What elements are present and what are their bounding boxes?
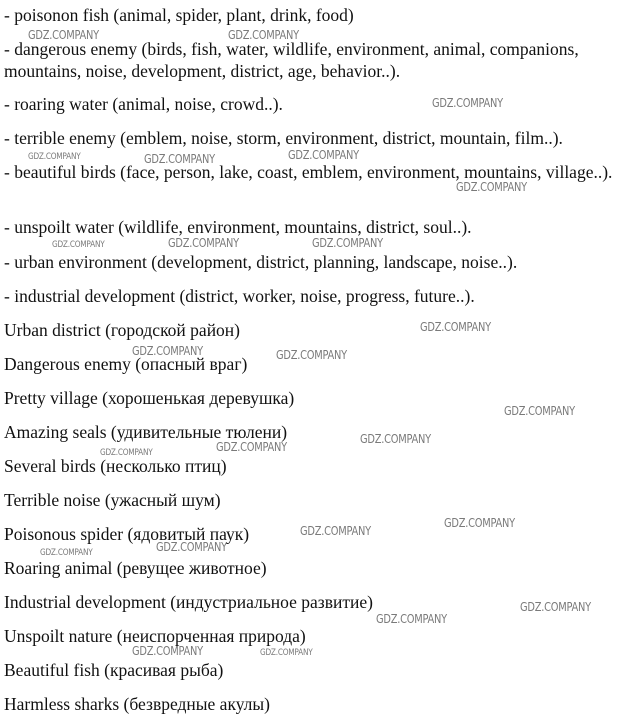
watermark: GDZ.COMPANY bbox=[376, 612, 447, 626]
watermark: GDZ.COMPANY bbox=[216, 440, 287, 454]
watermark: GDZ.COMPANY bbox=[312, 236, 383, 250]
translation-line: Dangerous enemy (опасный враг) bbox=[4, 354, 248, 374]
translation-line: Industrial development (индустриальное развитие) bbox=[4, 592, 373, 612]
watermark: GDZ.COMPANY bbox=[132, 644, 203, 658]
watermark: GDZ.COMPANY bbox=[520, 600, 591, 614]
phrase-line: - urban environment (development, district, planning, landscape, noise..). bbox=[4, 252, 518, 272]
translation-line: Unspoilt nature (неиспорченная природа) bbox=[4, 626, 306, 646]
watermark: GDZ.COMPANY bbox=[360, 432, 431, 446]
translation-line: Roaring animal (ревущее животное) bbox=[4, 558, 267, 578]
watermark: GDZ.COMPANY bbox=[300, 524, 371, 538]
phrase-line: - terrible enemy (emblem, noise, storm, environment, district, mountain, film..). bbox=[4, 128, 563, 148]
watermark: GDZ.COMPANY bbox=[52, 240, 105, 250]
watermark: GDZ.COMPANY bbox=[228, 28, 299, 42]
watermark: GDZ.COMPANY bbox=[420, 320, 491, 334]
watermark: GDZ.COMPANY bbox=[132, 344, 203, 358]
watermark: GDZ.COMPANY bbox=[100, 448, 153, 458]
watermark: GDZ.COMPANY bbox=[28, 28, 99, 42]
watermark: GDZ.COMPANY bbox=[432, 96, 503, 110]
watermark: GDZ.COMPANY bbox=[456, 180, 527, 194]
watermark: GDZ.COMPANY bbox=[168, 236, 239, 250]
translation-line: Harmless sharks (безвредные акулы) bbox=[4, 694, 270, 714]
translation-line: Poisonous spider (ядовитый паук) bbox=[4, 524, 250, 544]
watermark: GDZ.COMPANY bbox=[40, 548, 93, 558]
watermark: GDZ.COMPANY bbox=[260, 648, 313, 658]
watermark: GDZ.COMPANY bbox=[444, 516, 515, 530]
translation-line: Beautiful fish (красивая рыба) bbox=[4, 660, 224, 680]
phrase-line: - poisonon fish (animal, spider, plant, drink, food) bbox=[4, 5, 354, 25]
watermark: GDZ.COMPANY bbox=[144, 152, 215, 166]
phrase-line: - roaring water (animal, noise, crowd..). bbox=[4, 94, 283, 114]
translation-line: Several birds (несколько птиц) bbox=[4, 456, 227, 476]
watermark: GDZ.COMPANY bbox=[28, 152, 81, 162]
watermark: GDZ.COMPANY bbox=[156, 540, 227, 554]
watermark: GDZ.COMPANY bbox=[288, 148, 359, 162]
phrase-line: - industrial development (district, worker, noise, progress, future..). bbox=[4, 286, 475, 306]
watermark: GDZ.COMPANY bbox=[504, 404, 575, 418]
translation-line: Terrible noise (ужасный шум) bbox=[4, 490, 221, 510]
translation-line: Amazing seals (удивительные тюлени) bbox=[4, 422, 288, 442]
translation-line: Urban district (городской район) bbox=[4, 320, 241, 340]
phrase-line: - dangerous enemy (birds, fish, water, wildlife, environment, animal, companions, mountains, noise, development, district, age, behavior..). bbox=[4, 39, 579, 81]
watermark: GDZ.COMPANY bbox=[276, 348, 347, 362]
translation-line: Pretty village (хорошенькая деревушка) bbox=[4, 388, 295, 408]
phrase-line: - beautiful birds (face, person, lake, coast, emblem, environment, mountains, village..). bbox=[4, 162, 613, 182]
phrase-line: - unspoilt water (wildlife, environment, mountains, district, soul..). bbox=[4, 217, 472, 237]
